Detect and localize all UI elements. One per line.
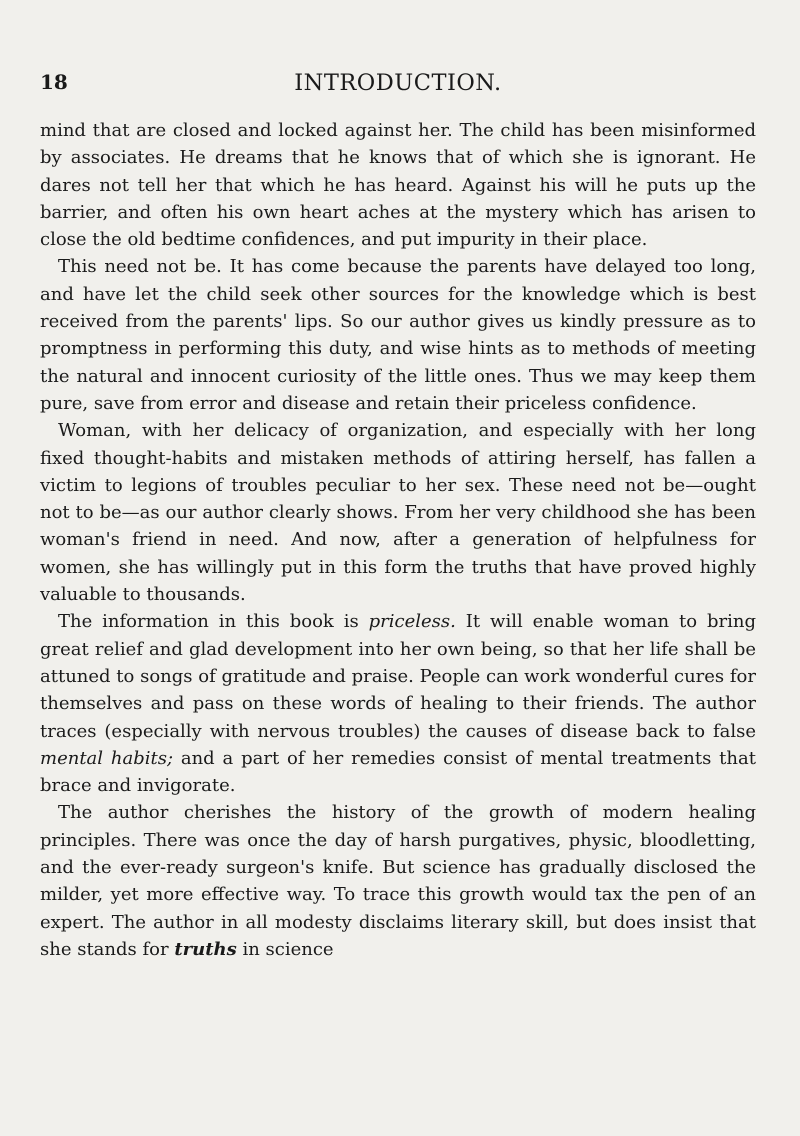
paragraph-4-emphasis-priceless: priceless. (368, 611, 456, 633)
body-text (40, 117, 756, 963)
paragraph-4-text-a: The information in this book is (58, 611, 369, 633)
paragraph-2-text: This need not be. It has come because the parents have delayed too long, and have let the child seek other sources for the knowledge which is best received from the parents' lips. So our author gives us kindly pressure as to promptness in performing this duty, and wise hints as to methods of meeting the natural and innocent curiosity of the little ones. Thus we may keep them pure, save from error and disease and retain their priceless confidence. (40, 256, 756, 414)
paragraph-4 (40, 608, 756, 799)
paragraph-2 (40, 253, 756, 417)
paragraph-1-text: mind that are closed and locked against her. The child has been misinformed by associates. He dreams that he knows that of which she is ignorant. He dares not tell her that which he has heard. Against his will he puts up the barrier, and often his own heart aches at the mystery which has arisen to close the old bedtime confidences, and put impurity in their place. (40, 120, 756, 251)
paragraph-4-emphasis-mental-habits: mental habits; (40, 747, 174, 769)
paragraph-5-text-a: The author cherishes the history of the growth of modern healing principles. There was once the day of harsh purgatives, physic, bloodletting, and the ever-ready surgeon's knife. But science has gradually disclosed the milder, yet more effective way. To trace this growth would tax the pen of an expert. The author in all modesty disclaims literary skill, but does insist that she stands for (40, 802, 756, 960)
chapter-title: INTRODUCTION. (294, 70, 502, 96)
paragraph-5 (40, 799, 756, 963)
paragraph-3-text: Woman, with her delicacy of organization, and especially with her long fixed thought-habits and mistaken methods of attiring herself, has fallen a victim to legions of troubles peculiar to her sex. These need not be—ought not to be—as our author clearly shows. From her very childhood she has been woman's friend in need. And now, after a generation of helpfulness for women, she has willingly put in this form the truths that have proved highly valuable to thousands. (40, 420, 756, 606)
paragraph-1 (40, 117, 756, 253)
paragraph-5-emphasis-truths: truths (174, 938, 237, 960)
running-head (40, 70, 756, 100)
paragraph-3 (40, 417, 756, 608)
paragraph-5-text-b: in science (236, 938, 334, 960)
page-number: 18 (40, 70, 68, 94)
paragraph-4-text-b: It will enable woman to bring great relief and glad development into her own being, so that her life shall be attuned to songs of gratitude and praise. People can work wonderful cures for themselves and pass on these words of healing to their friends. The author traces (especially with nervous troubles) the causes of disease back to false (40, 611, 756, 742)
paragraph-4-text-c: and a part of her remedies consist of mental treatments that brace and invigorate. (40, 747, 756, 797)
